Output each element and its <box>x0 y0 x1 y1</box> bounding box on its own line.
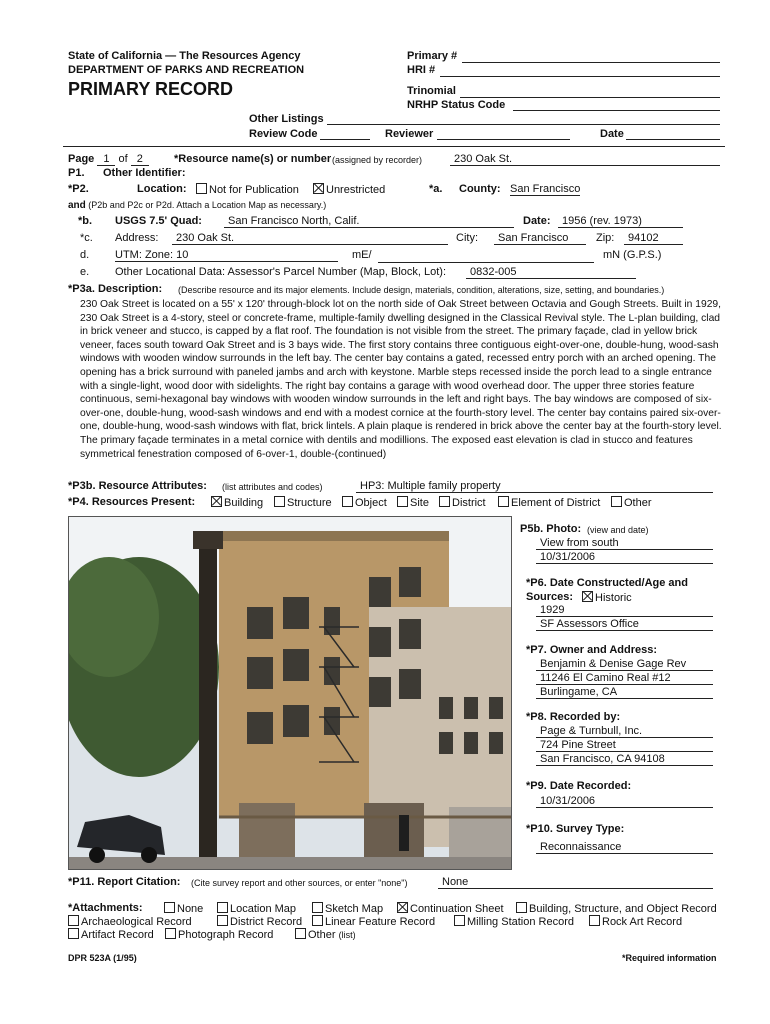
other-identifier-label: Other Identifier: <box>103 167 186 179</box>
recorded-by-line-1[interactable]: Page & Turnbull, Inc. <box>536 725 713 738</box>
parcel-number[interactable]: 0832-005 <box>466 266 636 279</box>
form-number: DPR 523A (1/95) <box>68 953 137 963</box>
attachment-archaeological-record[interactable] <box>68 915 192 928</box>
photo-date[interactable]: 10/31/2006 <box>536 551 713 564</box>
quad-label: USGS 7.5' Quad: <box>115 215 202 227</box>
option-label: Other <box>624 497 652 509</box>
owner-line-2[interactable]: 11246 El Camino Real #12 <box>536 672 713 685</box>
other-locational-label: Other Locational Data: Assessor's Parcel Number (Map, Block, Lot): <box>115 266 447 278</box>
quad-value[interactable]: San Francisco North, Calif. <box>224 215 514 228</box>
building-photo <box>68 516 512 870</box>
option-label: Linear Feature Record <box>325 916 436 928</box>
checkbox-icon[interactable] <box>439 496 450 507</box>
page-label: Page <box>68 153 95 165</box>
checked-box-icon[interactable] <box>313 183 324 194</box>
resource-name-label: *Resource name(s) or number <box>174 153 332 165</box>
date-constructed-source[interactable]: SF Assessors Office <box>536 618 713 631</box>
attachment-none[interactable] <box>164 902 203 915</box>
option-label: Sketch Map <box>325 903 384 915</box>
p2e-number: e. <box>80 266 90 278</box>
checkbox-icon[interactable] <box>68 915 79 926</box>
department: DEPARTMENT OF PARKS AND RECREATION <box>68 64 305 76</box>
zip-label: Zip: <box>596 232 615 244</box>
address-value[interactable]: 230 Oak St. <box>172 232 448 245</box>
page-title: PRIMARY RECORD <box>68 79 234 99</box>
description-label: *P3a. Description: <box>68 283 163 295</box>
option-label: Rock Art Record <box>602 916 683 928</box>
other-listings-field[interactable] <box>327 124 720 125</box>
option-label: Historic <box>595 592 632 604</box>
primary-label: Primary # <box>407 50 458 62</box>
easting-label: mE/ <box>352 249 372 261</box>
date-constructed-value[interactable]: 1929 <box>536 604 713 617</box>
checkbox-icon[interactable] <box>196 183 207 194</box>
checkbox-icon[interactable] <box>589 915 600 926</box>
option-label: Unrestricted <box>326 184 386 196</box>
northing-label: mN (G.P.S.) <box>603 249 662 261</box>
hri-field[interactable] <box>440 76 720 77</box>
option-label: Element of District <box>511 497 601 509</box>
resource-name-hint: (assigned by recorder) <box>332 155 423 165</box>
note-and: and <box>68 200 86 211</box>
option-label: Milling Station Record <box>467 916 574 928</box>
attachments-label: *Attachments: <box>68 902 143 914</box>
zip-value[interactable]: 94102 <box>624 232 683 245</box>
attachment-other[interactable] <box>295 928 356 941</box>
resource-element-of-district-option[interactable] <box>498 496 600 509</box>
not-for-publication-option[interactable] <box>196 183 299 196</box>
option-label: Building <box>224 497 264 509</box>
attachment-district-record[interactable] <box>217 915 302 928</box>
checkbox-icon[interactable] <box>312 902 323 913</box>
report-citation-label: *P11. Report Citation: <box>68 876 181 888</box>
page-number: 1 <box>97 153 115 166</box>
other-listings-label: Other Listings <box>249 113 324 125</box>
option-label: Location Map <box>230 903 297 915</box>
utm-zone[interactable]: UTM: Zone: 10 <box>115 249 338 262</box>
unrestricted-option[interactable] <box>313 183 385 196</box>
building-photo-illustration <box>69 517 511 869</box>
resources-present-label: *P4. Resources Present: <box>68 496 196 508</box>
page-indicator <box>68 153 149 165</box>
attachment-sketch-map[interactable] <box>312 902 383 915</box>
photo-hint: (view and date) <box>587 525 649 535</box>
attachment-continuation-sheet[interactable] <box>397 902 504 915</box>
option-label: District Record <box>230 916 303 928</box>
checkbox-icon[interactable] <box>68 928 79 939</box>
checked-box-icon[interactable] <box>582 591 593 602</box>
p2-number: *P2. <box>68 183 89 195</box>
option-label: Archaeological Record <box>81 916 192 928</box>
quad-date-value[interactable]: 1956 (rev. 1973) <box>558 215 683 228</box>
recorded-by-line-2[interactable]: 724 Pine Street <box>536 739 713 752</box>
resource-structure-option[interactable] <box>274 496 332 509</box>
checkbox-icon[interactable] <box>312 915 323 926</box>
other-hint: (list) <box>338 930 356 940</box>
checkbox-icon[interactable] <box>454 915 465 926</box>
reviewer-label: Reviewer <box>385 128 434 140</box>
address-label: Address: <box>115 232 159 244</box>
date-recorded-label: *P9. Date Recorded: <box>526 780 632 792</box>
owner-line-3[interactable]: Burlingame, CA <box>536 686 713 699</box>
page-of: of <box>118 153 128 165</box>
agency: State of California — The Resources Agency <box>68 50 301 62</box>
hri-label: HRI # <box>407 64 436 76</box>
photo-label: P5b. Photo: <box>520 523 582 535</box>
date-constructed-label: *P6. Date Constructed/Age and <box>526 577 688 589</box>
location-note <box>68 200 326 211</box>
survey-type-label: *P10. Survey Type: <box>526 823 625 835</box>
checked-box-icon[interactable] <box>211 496 222 507</box>
nrhp-field[interactable] <box>513 110 720 111</box>
page-total: 2 <box>131 153 149 166</box>
resource-other-option[interactable] <box>611 496 652 509</box>
required-note: *Required information <box>622 953 717 963</box>
owner-line-1[interactable]: Benjamin & Denise Gage Rev <box>536 658 713 671</box>
recorded-by-line-3[interactable]: San Francisco, CA 94108 <box>536 753 713 766</box>
option-label: Object <box>355 497 387 509</box>
p2c-number: *c. <box>80 232 93 244</box>
attachment-artifact-record[interactable] <box>68 928 154 941</box>
report-citation-value[interactable]: None <box>438 876 713 889</box>
option-label: Building, Structure, and Object Record <box>529 903 717 915</box>
resource-name-value[interactable]: 230 Oak St. <box>450 153 720 166</box>
attachment-location-map[interactable] <box>217 902 296 915</box>
checked-box-icon[interactable] <box>397 902 408 913</box>
description-hint: (Describe resource and its major elements. Include design, materials, condition, alterations, size, setting, and boundaries.) <box>178 285 665 295</box>
survey-type-value[interactable]: Reconnaissance <box>536 841 713 854</box>
date-label: Date <box>600 128 624 140</box>
northing-field[interactable] <box>378 262 594 263</box>
checkbox-icon[interactable] <box>295 928 306 939</box>
option-label: Continuation Sheet <box>410 903 504 915</box>
option-label: None <box>177 903 204 915</box>
checkbox-icon[interactable] <box>516 902 527 913</box>
review-code-label: Review Code <box>249 128 318 140</box>
location-label: Location: <box>137 183 187 195</box>
resource-site-option[interactable] <box>397 496 429 509</box>
resource-attributes-value[interactable]: HP3: Multiple family property <box>356 480 713 493</box>
resource-district-option[interactable] <box>439 496 486 509</box>
review-code-field[interactable] <box>320 139 370 140</box>
recorded-by-label: *P8. Recorded by: <box>526 711 621 723</box>
note-text: (P2b and P2c or P2d. Attach a Location Map as necessary.) <box>88 200 327 210</box>
resource-building-option[interactable] <box>211 496 263 509</box>
primary-field[interactable] <box>462 62 720 63</box>
resource-attributes-hint: (list attributes and codes) <box>222 482 323 492</box>
header-divider <box>63 146 725 147</box>
resource-attributes-label: *P3b. Resource Attributes: <box>68 480 207 492</box>
review-date-field[interactable] <box>626 139 720 140</box>
checkbox-icon[interactable] <box>217 902 228 913</box>
p2d-number: d. <box>80 249 90 261</box>
checkbox-icon[interactable] <box>164 902 175 913</box>
checkbox-icon[interactable] <box>274 496 285 507</box>
attachment-milling-station-record[interactable] <box>454 915 574 928</box>
p2b-number: *b. <box>78 215 93 227</box>
checkbox-icon[interactable] <box>217 915 228 926</box>
option-label: District <box>452 497 486 509</box>
reviewer-field[interactable] <box>437 139 570 140</box>
checkbox-icon[interactable] <box>342 496 353 507</box>
county-value[interactable]: San Francisco <box>510 183 581 195</box>
trinomial-label: Trinomial <box>407 85 456 97</box>
attachment-linear-feature-record[interactable] <box>312 915 435 928</box>
historic-option[interactable] <box>582 591 632 604</box>
option-label: Artifact Record <box>81 929 154 941</box>
checkbox-icon[interactable] <box>397 496 408 507</box>
date-recorded-value[interactable]: 10/31/2006 <box>536 795 713 808</box>
trinomial-field[interactable] <box>460 97 720 98</box>
nrhp-label: NRHP Status Code <box>407 99 506 111</box>
resource-object-option[interactable] <box>342 496 387 509</box>
report-citation-hint: (Cite survey report and other sources, or enter "none") <box>191 878 408 888</box>
option-label: Site <box>410 497 429 509</box>
description-text: 230 Oak Street is located on a 55' x 120' through-block lot on the north side of Oak Street between Octavia and Gough Streets. Built in 1929, 230 Oak Street is a 4-story, steel or concrete-frame, multiple-family dwelling designed in the Classical Revival style. The L-plan building, clad in brick veneer and stucco, is capped by a flat roof. The foundation is not visible from the street. The primary façade, clad in yellow brick veneer, faces south toward Oak Street and is 3 bays wide. The first story contains three contiguous eight-over-one, double-hung, wood-sash windows with wooden window surrounds in the left bay. The center bay contains a gated, recessed entry porch with an arched opening. The opening has a brick surround with paneled jambs and arch with keystone. Marble steps recessed inside the porch lead to a single entrance with a single-light, wood door with sidelights. The right bay contains a garage with wood overhead door. The upper three stories feature continuous, semi-hexagonal bay windows with wooden window surrounds in the left and right bays. The bay windows are composed of six-over-one, double-hung, wood-sash windows and end with a modest cornice at the fourth-story level. The center bay contains paired six-over-one, double-hung, wood-sash windows with flat, brick lintels. A plain plaque is rendered in brick above the center bay at the fourth-story level. The primary façade terminates in a metal cornice with dentils and modillions. The exposed east elevation is clad in stucco and features symmetrical fenestration composed of 6-over-1, double-(continued) <box>80 299 722 460</box>
checkbox-icon[interactable] <box>498 496 509 507</box>
attachment-rock-art-record[interactable] <box>589 915 682 928</box>
owner-label: *P7. Owner and Address: <box>526 644 658 656</box>
checkbox-icon[interactable] <box>611 496 622 507</box>
city-label: City: <box>456 232 478 244</box>
checkbox-icon[interactable] <box>165 928 176 939</box>
city-value[interactable]: San Francisco <box>494 232 586 245</box>
quad-date-label: Date: <box>523 215 551 227</box>
sources-label: Sources: <box>526 591 574 603</box>
county-label: County: <box>459 183 501 195</box>
photo-view[interactable]: View from south <box>536 537 713 550</box>
option-label: Structure <box>287 497 332 509</box>
p1-number: P1. <box>68 167 85 179</box>
p2a-number: *a. <box>429 183 443 195</box>
attachment-photograph-record[interactable] <box>165 928 273 941</box>
attachment-building-record[interactable] <box>516 902 717 915</box>
option-label: Other <box>308 929 336 941</box>
option-label: Not for Publication <box>209 184 299 196</box>
option-label: Photograph Record <box>178 929 274 941</box>
